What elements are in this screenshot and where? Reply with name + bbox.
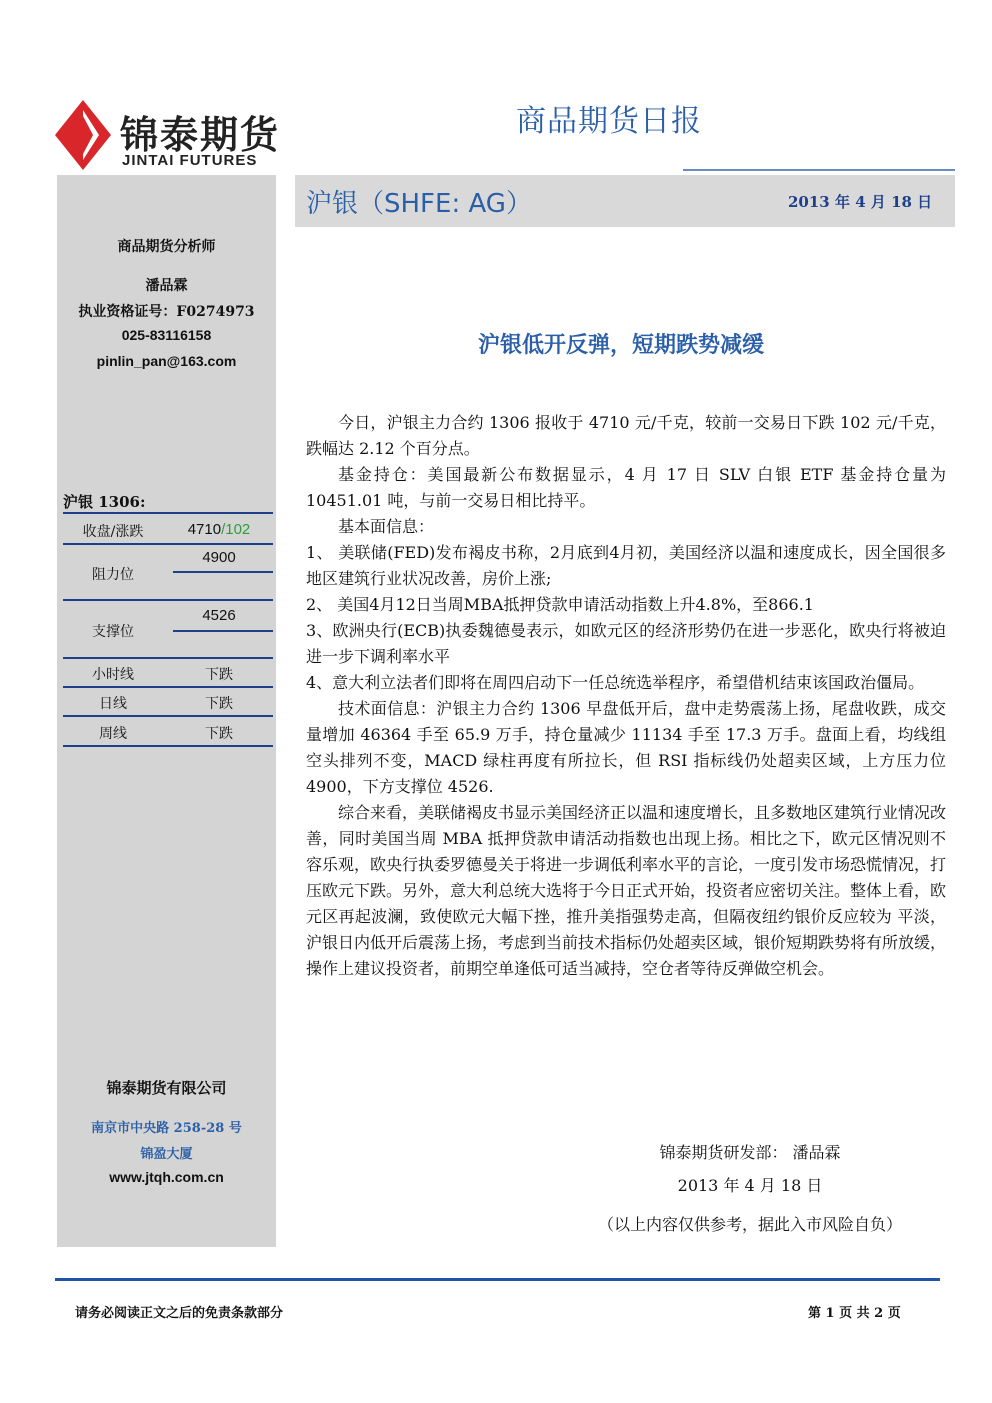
- paragraph-technical: 技术面信息：沪银主力合约 1306 早盘低开后，盘中走势震荡上扬，尾盘收跌，成交量增加 46364 手至 65.9 万手，持仓量减少 11134 手至 17.3 万手。盘面上看，均线组空头排列不变，MACD 绿柱再度有所拉长，但 RSI 指标线仍处超卖区域，上方压力位 4900，下方支撑位 4526.: [306, 699, 946, 796]
- table-divider: [63, 686, 273, 688]
- close-change: 102: [225, 521, 251, 538]
- table-divider: [63, 543, 273, 545]
- report-date: 2013 年 4 月 18 日: [788, 193, 933, 211]
- article-headline: 沪银低开反弹，短期跌势减缓: [477, 333, 764, 358]
- resistance-label: 阻力位: [92, 567, 134, 583]
- company-name: 锦泰期货有限公司: [106, 1079, 227, 1097]
- list-item: 2、 美国4月12日当周MBA抵押贷款申请活动指数上升4.8%，至866.1: [306, 595, 814, 614]
- hourly-label: 小时线: [92, 667, 134, 683]
- daily-label: 日线: [99, 696, 127, 712]
- close-slash: /: [221, 521, 226, 538]
- article-body: [306, 410, 946, 982]
- company-website[interactable]: www.jtqh.com.cn: [109, 1169, 224, 1185]
- support-value: 4526: [202, 607, 236, 624]
- signature-dept: 锦泰期货研发部： 潘品霖: [659, 1143, 841, 1162]
- table-divider: [63, 599, 273, 601]
- company-building: 锦盈大厦: [140, 1147, 193, 1162]
- analyst-name: 潘品霖: [145, 278, 188, 294]
- daily-value: 下跌: [205, 696, 233, 712]
- analyst-license: 执业资格证号：F0274973: [78, 304, 255, 320]
- support-label: 支撑位: [92, 624, 134, 640]
- paragraph-conclusion: 综合来看，美联储褐皮书显示美国经济正以温和速度增长，且多数地区建筑行业情况改善，同时美国当周 MBA 抵押贷款申请活动指数也出现上扬。相比之下，欧元区情况则不容乐观，欧央行执委罗德曼关于将进一步调低利率水平的言论，一度引发市场恐慌情况，打压欧元下跌。另外，意大利总统大选将于今日正式开始，投资者应密切关注。整体上看，欧元区再起波澜，致使欧元大幅下挫，推升美指强势走高，但隔夜纽约银价反应较为 平淡，沪银日内低开后震荡上扬，考虑到当前技术指标仍处超卖区域，银价短期跌势将有所放缓，操作上建议投资者，前期空单逢低可适当减持，空仓者等待反弹做空机会。: [306, 803, 947, 978]
- logo-chinese-name: 锦泰期货: [120, 113, 281, 157]
- logo-english-name: JINTAI FUTURES: [122, 152, 258, 169]
- list-item: 1、 美联储(FED)发布褐皮书称，2月底到4月初，美国经济以温和速度成长，因全国很多地区建筑行业状况改善，房价上涨;: [306, 543, 946, 588]
- paragraph-fund: 基金持仓：美国最新公布数据显示，4 月 17 日 SLV 白银 ETF 基金持仓量为 10451.01 吨，与前一交易日相比持平。: [306, 465, 946, 510]
- table-divider: [63, 512, 273, 514]
- close-value: [173, 521, 265, 538]
- product-title: 沪银（SHFE: AG）: [306, 189, 532, 219]
- footer-disclaimer-note: 请务必阅读正文之后的免责条款部分: [75, 1306, 284, 1321]
- table-divider: [173, 630, 273, 632]
- logo-icon: [55, 100, 111, 170]
- list-item: 3、欧洲央行(ECB)执委魏德曼表示，如欧元区的经济形势仍在进一步恶化，欧央行将被迫进一步下调利率水平: [306, 621, 946, 666]
- resistance-value: 4900: [202, 549, 236, 566]
- weekly-value: 下跌: [205, 726, 233, 742]
- page-number: 第 1 页 共 2 页: [808, 1306, 901, 1321]
- list-item: 4、意大利立法者们即将在周四启动下一任总统选举程序，希望借机结束该国政治僵局。: [306, 673, 925, 692]
- close-label: 收盘/涨跌: [82, 524, 144, 540]
- hourly-value: 下跌: [205, 667, 233, 683]
- table-divider: [63, 657, 273, 659]
- paragraph-fundamentals-heading: 基本面信息：: [338, 517, 435, 536]
- disclaimer: （以上内容仅供参考，据此入市风险自负）: [597, 1215, 902, 1234]
- title-underline: [683, 169, 955, 171]
- table-divider: [63, 745, 273, 747]
- analyst-phone: 025-83116158: [121, 327, 212, 343]
- company-address: 南京市中央路 258-28 号: [91, 1121, 242, 1136]
- report-title: 商品期货日报: [516, 104, 702, 139]
- table-divider: [173, 571, 273, 573]
- table-divider: [63, 715, 273, 717]
- signature-date: 2013 年 4 月 18 日: [677, 1176, 823, 1195]
- close-price: 4710: [187, 521, 222, 538]
- analyst-title: 商品期货分析师: [117, 239, 216, 255]
- weekly-label: 周线: [99, 726, 127, 742]
- footer-rule: [55, 1278, 940, 1281]
- paragraph-summary: 今日，沪银主力合约 1306 报收于 4710 元/千克，较前一交易日下跌 102 元/千克，跌幅达 2.12 个百分点。: [306, 413, 946, 458]
- contract-label: 沪银 1306:: [63, 493, 146, 511]
- analyst-email: pinlin_pan@163.com: [96, 353, 237, 369]
